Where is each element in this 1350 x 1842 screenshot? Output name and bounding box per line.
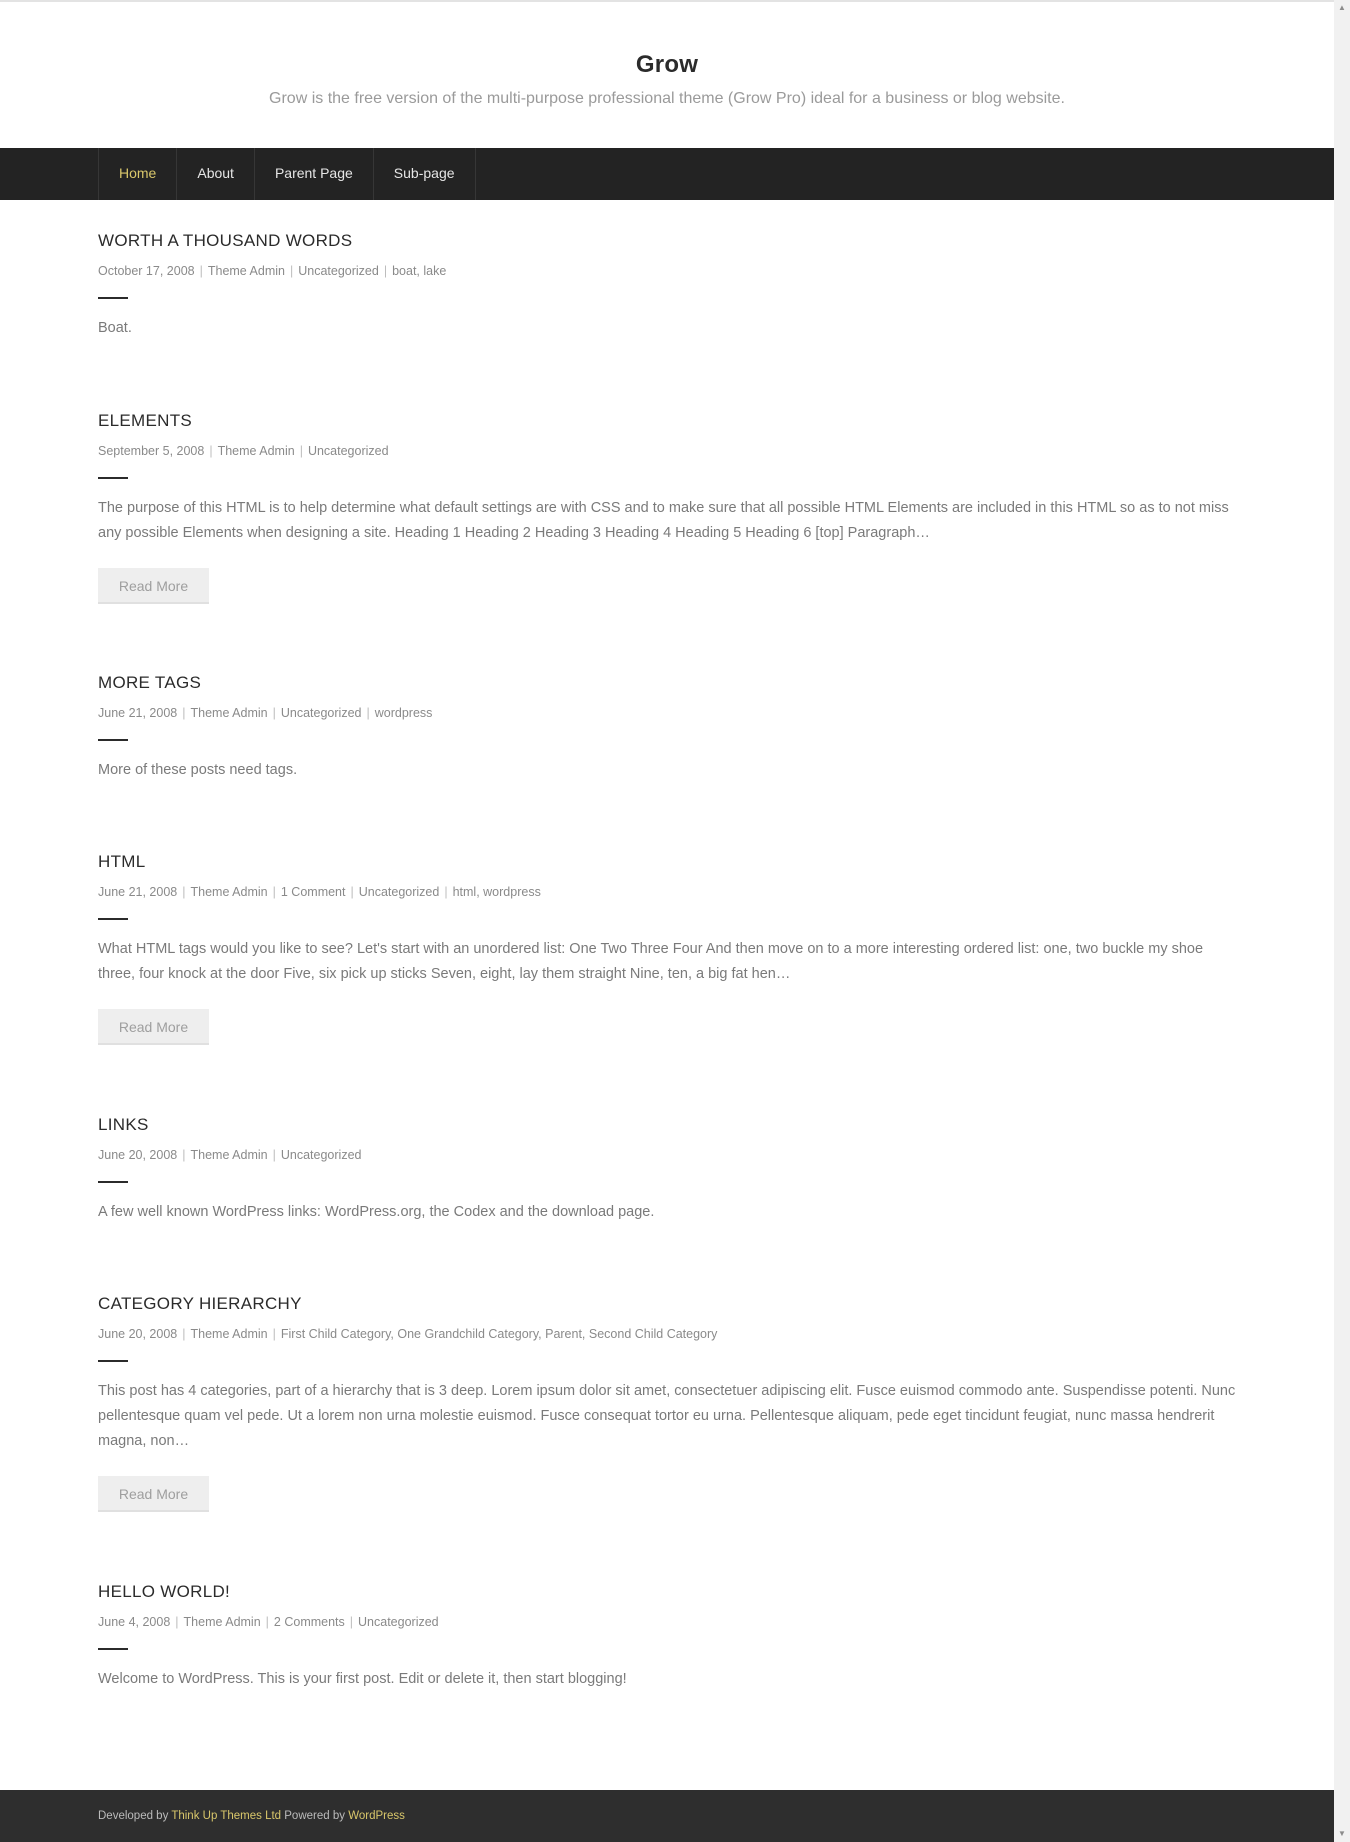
post-title[interactable]: WORTH A THOUSAND WORDS <box>98 231 353 250</box>
nav-item-parent-page[interactable]: Parent Page <box>254 148 373 200</box>
main-navigation <box>0 148 1334 200</box>
post-author[interactable]: Theme Admin <box>190 885 268 899</box>
post-meta <box>98 1146 1238 1164</box>
scrollbar-thumb[interactable] <box>1336 18 1348 1824</box>
post-category[interactable]: First Child Category, One Grandchild Category, Parent, Second Child Category <box>280 1327 718 1341</box>
post-date[interactable]: June 20, 2008 <box>98 1148 178 1162</box>
post-meta <box>98 704 1238 722</box>
title-underline <box>98 1181 128 1183</box>
post-date[interactable]: June 21, 2008 <box>98 885 178 899</box>
meta-separator: | <box>444 885 448 899</box>
blog-post <box>98 851 1238 1045</box>
post-excerpt: The purpose of this HTML is to help determine what default settings are with CSS and to make sure that all possible HTML Elements are included in this HTML so as to not miss any possible Elements when designing a site. Heading 1 Heading 2 Heading 3 Heading 4 Heading 5 Heading 6 [top] Paragraph… <box>98 500 1229 541</box>
post-category[interactable]: Uncategorized <box>358 885 440 899</box>
scroll-down-arrow-icon[interactable]: ▼ <box>1338 1829 1346 1838</box>
post-date[interactable]: June 4, 2008 <box>98 1615 171 1629</box>
meta-separator: | <box>209 444 213 458</box>
scroll-up-arrow-icon[interactable]: ▲ <box>1338 3 1346 12</box>
blog-post <box>98 1114 1238 1225</box>
title-underline <box>98 477 128 479</box>
post-title[interactable]: HELLO WORLD! <box>98 1582 231 1601</box>
read-more-button[interactable]: Read More <box>98 568 209 604</box>
meta-separator: | <box>199 264 203 278</box>
nav-item-home[interactable]: Home <box>98 148 176 200</box>
meta-separator: | <box>182 706 186 720</box>
post-meta <box>98 883 1238 901</box>
nav-item-sub-page[interactable]: Sub-page <box>373 148 476 200</box>
meta-separator: | <box>272 1327 276 1341</box>
post-author[interactable]: Theme Admin <box>207 264 285 278</box>
nav-menu <box>98 148 476 200</box>
meta-separator: | <box>175 1615 179 1629</box>
post-title[interactable]: ELEMENTS <box>98 411 193 430</box>
post-title[interactable]: LINKS <box>98 1115 149 1134</box>
read-more-button[interactable]: Read More <box>98 1009 209 1045</box>
post-author[interactable]: Theme Admin <box>190 706 268 720</box>
meta-separator: | <box>272 706 276 720</box>
post-excerpt: Boat. <box>98 320 132 336</box>
meta-separator: | <box>299 444 303 458</box>
post-meta <box>98 442 1238 460</box>
title-underline <box>98 297 128 299</box>
post-title[interactable]: HTML <box>98 852 146 871</box>
post-excerpt: This post has 4 categories, part of a hierarchy that is 3 deep. Lorem ipsum dolor sit amet, consectetuer adipiscing elit. Fusce euismod commodo ante. Suspendisse potenti. Nunc pellentesque quam vel pede. Ut a lorem non urna molestie euismod. Fusce consequat tortor eu urna. Pellentesque aliquam, pede eget tincidunt feugiat, nunc massa hendrerit magna, non… <box>98 1383 1236 1449</box>
title-underline <box>98 1648 128 1650</box>
post-date[interactable]: June 20, 2008 <box>98 1327 178 1341</box>
site-title[interactable]: Grow <box>635 51 699 78</box>
post-comments[interactable]: 1 Comment <box>280 885 346 899</box>
post-author[interactable]: Theme Admin <box>183 1615 261 1629</box>
post-title[interactable]: CATEGORY HIERARCHY <box>98 1294 302 1313</box>
post-excerpt: What HTML tags would you like to see? Let's start with an unordered list: One Two Three Four And then move on to a more interesting ordered list: one, two buckle my shoe three, four knock at the door Five, six pick up sticks Seven, eight, lay them straight Nine, ten, a big fat hen… <box>98 941 1204 982</box>
post-title[interactable]: MORE TAGS <box>98 673 202 692</box>
blog-post <box>98 1293 1238 1512</box>
post-meta <box>98 1613 1238 1631</box>
site-description: Grow is the free version of the multi-purpose professional theme (Grow Pro) ideal for a business or blog website. <box>269 90 1065 107</box>
nav-item-about[interactable]: About <box>176 148 254 200</box>
blog-post <box>98 230 1238 341</box>
meta-separator: | <box>350 885 354 899</box>
post-category[interactable]: Uncategorized <box>280 706 362 720</box>
post-tags[interactable]: wordpress <box>374 706 433 720</box>
post-excerpt: Welcome to WordPress. This is your first post. Edit or delete it, then start blogging! <box>98 1671 627 1687</box>
meta-separator: | <box>182 1148 186 1162</box>
meta-separator: | <box>272 1148 276 1162</box>
title-underline <box>98 918 128 920</box>
post-tags[interactable]: boat, lake <box>392 264 447 278</box>
title-underline <box>98 739 128 741</box>
post-tags[interactable]: html, wordpress <box>452 885 541 899</box>
blog-post <box>98 410 1238 604</box>
meta-separator: | <box>182 1327 186 1341</box>
footer-wordpress-link[interactable]: WordPress <box>348 1810 405 1822</box>
post-category[interactable]: Uncategorized <box>307 444 389 458</box>
blog-post <box>98 672 1238 783</box>
top-border <box>0 0 1334 2</box>
post-category[interactable]: Uncategorized <box>280 1148 362 1162</box>
meta-separator: | <box>272 885 276 899</box>
post-category[interactable]: Uncategorized <box>358 1615 439 1629</box>
meta-separator: | <box>265 1615 269 1629</box>
title-underline <box>98 1360 128 1362</box>
footer-powered-label: Powered by <box>284 1810 345 1822</box>
blog-post <box>98 1581 1238 1692</box>
footer-developed-label: Developed by <box>98 1810 169 1822</box>
post-meta <box>98 262 1238 280</box>
post-category[interactable]: Uncategorized <box>298 264 379 278</box>
post-excerpt: A few well known WordPress links: WordPress.org, the Codex and the download page. <box>98 1204 655 1220</box>
meta-separator: | <box>383 264 388 278</box>
post-author[interactable]: Theme Admin <box>190 1148 268 1162</box>
post-meta <box>98 1325 1238 1343</box>
post-date[interactable]: October 17, 2008 <box>98 264 195 278</box>
post-author[interactable]: Theme Admin <box>217 444 295 458</box>
read-more-button[interactable]: Read More <box>98 1476 209 1512</box>
footer-developer-link[interactable]: Think Up Themes Ltd <box>171 1810 282 1822</box>
footer-credits <box>98 1790 405 1842</box>
meta-separator: | <box>349 1615 354 1629</box>
post-excerpt: More of these posts need tags. <box>98 762 298 778</box>
post-date[interactable]: June 21, 2008 <box>98 706 178 720</box>
meta-separator: | <box>366 706 370 720</box>
post-author[interactable]: Theme Admin <box>190 1327 268 1341</box>
meta-separator: | <box>182 885 186 899</box>
meta-separator: | <box>289 264 294 278</box>
site-footer <box>0 1790 1334 1842</box>
post-date[interactable]: September 5, 2008 <box>98 444 205 458</box>
post-comments[interactable]: 2 Comments <box>273 1615 345 1629</box>
vertical-scrollbar[interactable] <box>1334 0 1350 1842</box>
